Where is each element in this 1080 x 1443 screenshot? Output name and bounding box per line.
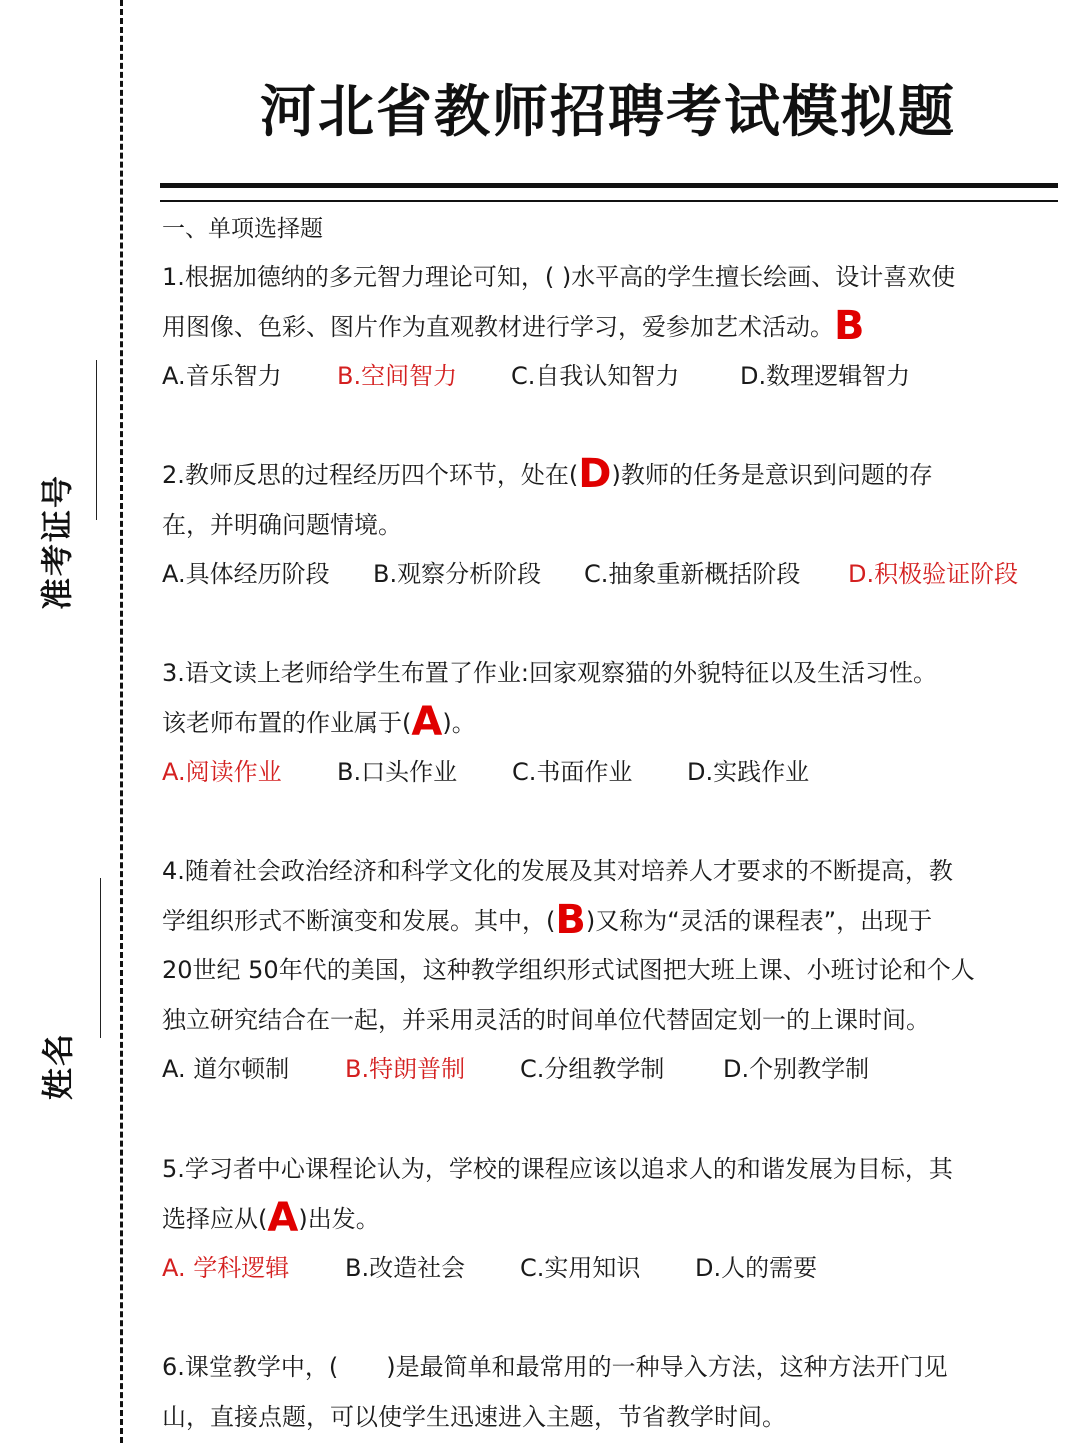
option-b: B.特朗普制 (345, 1055, 466, 1083)
question-6 (162, 1343, 1062, 1442)
option-b: B.观察分析阶段 (373, 560, 542, 588)
options-row (162, 352, 1062, 402)
exam-id-blank (96, 360, 97, 520)
question-text: 山，直接点题，可以使学生迅速进入主题，节省教学时间。 (162, 1402, 786, 1431)
option-c: C.实用知识 (520, 1254, 641, 1282)
option-c: C.分组教学制 (520, 1055, 665, 1083)
option-a: A. 道尔顿制 (162, 1055, 290, 1083)
options-row (162, 748, 1062, 798)
question-1 (162, 253, 1062, 402)
question-text: 6.课堂教学中，( )是最简单和最常用的一种导入方法，这种方法开门见 (162, 1353, 948, 1381)
question-text: 独立研究结合在一起，并采用灵活的时间单位代替固定划一的上课时间。 (162, 1005, 930, 1034)
question-5 (162, 1145, 1062, 1294)
title-rule-thick (160, 183, 1058, 188)
option-b: B.口头作业 (337, 758, 458, 786)
binding-dashed-line (120, 0, 123, 1443)
question-text: 20世纪 50年代的美国，这种教学组织形式试图把大班上课、小班讨论和个人 (162, 956, 975, 984)
question-text: 用图像、色彩、图片作为直观教材进行学习，爱参加艺术活动。B (162, 302, 865, 349)
question-2 (162, 451, 1062, 600)
option-c: C.抽象重新概括阶段 (584, 560, 801, 588)
option-d: D.实践作业 (687, 758, 810, 786)
option-c: C.自我认知智力 (511, 362, 680, 390)
section-heading: 一、单项选择题 (162, 216, 323, 242)
handwritten-answer-mark: B (834, 302, 865, 349)
question-text: 学组织形式不断演变和发展。其中，(B)又称为“灵活的课程表”，出现于 (162, 896, 933, 943)
question-text: 在，并明确问题情境。 (162, 510, 402, 539)
name-blank (100, 878, 101, 1038)
options-row (162, 550, 1062, 600)
option-d: D.数理逻辑智力 (740, 362, 911, 390)
question-text: 4.随着社会政治经济和科学文化的发展及其对培养人才要求的不断提高，教 (162, 857, 953, 885)
name-label: 姓名 (39, 1031, 77, 1100)
handwritten-answer-mark: A (411, 698, 443, 745)
page-title: 河北省教师招聘考试模拟题 (260, 79, 956, 145)
options-row (162, 1244, 1062, 1294)
question-text: 5.学习者中心课程论认为，学校的课程应该以追求人的和谐发展为目标，其 (162, 1155, 953, 1183)
handwritten-answer-mark: D (578, 451, 612, 497)
question-text: 该老师布置的作业属于(A)。 (162, 698, 476, 745)
option-a: A.具体经历阶段 (162, 560, 330, 588)
option-a: A.阅读作业 (162, 758, 282, 786)
title-rule-thin (160, 200, 1058, 202)
option-b: B.改造社会 (345, 1254, 466, 1282)
question-4 (162, 847, 1062, 1095)
question-text: 3.语文读上老师给学生布置了作业:回家观察猫的外貌特征以及生活习性。 (162, 659, 937, 687)
question-3 (162, 649, 1062, 798)
handwritten-answer-mark: B (555, 896, 586, 943)
option-a: A. 学科逻辑 (162, 1254, 290, 1282)
handwritten-answer-mark: A (267, 1194, 299, 1241)
question-text: 选择应从(A)出发。 (162, 1194, 380, 1241)
question-text: 1.根据加德纳的多元智力理论可知，( )水平高的学生擅长绘画、设计喜欢使 (162, 263, 956, 291)
question-text: 2.教师反思的过程经历四个环节，处在(D)教师的任务是意识到问题的存 (162, 451, 933, 497)
option-c: C.书面作业 (512, 758, 633, 786)
option-a: A.音乐智力 (162, 362, 282, 390)
option-b: B.空间智力 (337, 362, 458, 390)
option-d: D.个别教学制 (723, 1055, 870, 1083)
exam-id-label: 准考证号 (38, 473, 76, 610)
option-d: D.人的需要 (695, 1254, 818, 1282)
options-row (162, 1045, 1062, 1095)
option-d: D.积极验证阶段 (848, 560, 1019, 588)
